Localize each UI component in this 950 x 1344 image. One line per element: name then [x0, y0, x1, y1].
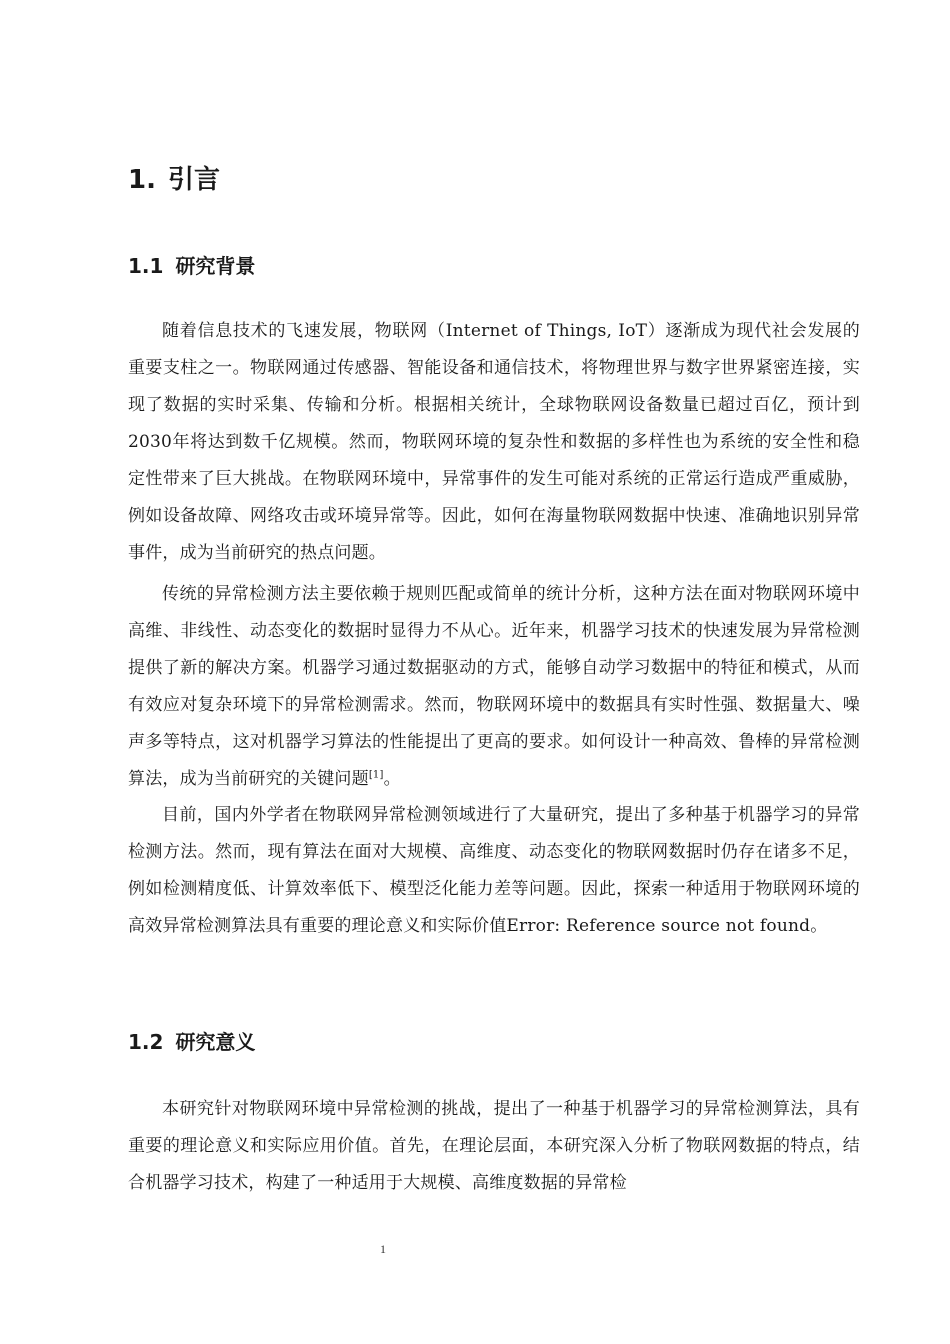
paragraph-end: 。	[383, 769, 401, 789]
paragraph-background-1: 随着信息技术的飞速发展，物联网（Internet of Things, IoT）逐渐成为现代社会发展的重要支柱之一。物联网通过传感器、智能设备和通信技术，将物理世界与数字世界紧密连接，实现了数据的实时采集、传输和分析。根据相关统计，全球物联网设备数量已超过百亿，预计到2030年将达到数千亿规模。然而，物联网环境的复杂性和数据的多样性也为系统的安全性和稳定性带来了巨大挑战。在物联网环境中，异常事件的发生可能对系统的正常运行造成严重威胁，例如设备故障、网络攻击或环境异常等。因此，如何在海量物联网数据中快速、准确地识别异常事件，成为当前研究的热点问题。	[128, 321, 860, 563]
section-number: 1.2	[128, 1030, 164, 1054]
section-number: 1.1	[128, 254, 164, 278]
section-title: 研究意义	[175, 1030, 256, 1054]
section-heading-significance	[128, 1028, 255, 1056]
citation-reference[interactable]: [1]	[368, 769, 384, 781]
paragraph-background-2	[128, 576, 860, 798]
section-title: 研究背景	[175, 254, 256, 278]
paragraph-significance-1: 本研究针对物联网环境中异常检测的挑战，提出了一种基于机器学习的异常检测算法，具有重要的理论意义和实际应用价值。首先，在理论层面，本研究深入分析了物联网数据的特点，结合机器学习技术，构建了一种适用于大规模、高维度数据的异常检	[128, 1099, 860, 1193]
chapter-number: 1.	[128, 165, 156, 195]
chapter-heading	[128, 162, 220, 198]
section-heading-background	[128, 252, 255, 280]
paragraph-text: 传统的异常检测方法主要依赖于规则匹配或简单的统计分析，这种方法在面对物联网环境中高维、非线性、动态变化的数据时显得力不从心。近年来，机器学习技术的快速发展为异常检测提供了新的解决方案。机器学习通过数据驱动的方式，能够自动学习数据中的特征和模式，从而有效应对复杂环境下的异常检测需求。然而，物联网环境中的数据具有实时性强、数据量大、噪声多等特点，这对机器学习算法的性能提出了更高的要求。如何设计一种高效、鲁棒的异常检测算法，成为当前研究的关键问题	[128, 584, 860, 789]
paragraph-background-3: 目前，国内外学者在物联网异常检测领域进行了大量研究，提出了多种基于机器学习的异常检测方法。然而，现有算法在面对大规模、高维度、动态变化的物联网数据时仍存在诸多不足，例如检测精度低、计算效率低下、模型泛化能力差等问题。因此，探索一种适用于物联网环境的高效异常检测算法具有重要的理论意义和实际价值Error: Reference source not found。	[128, 805, 860, 936]
chapter-title: 引言	[167, 165, 220, 195]
page-number: 1	[380, 1242, 386, 1256]
